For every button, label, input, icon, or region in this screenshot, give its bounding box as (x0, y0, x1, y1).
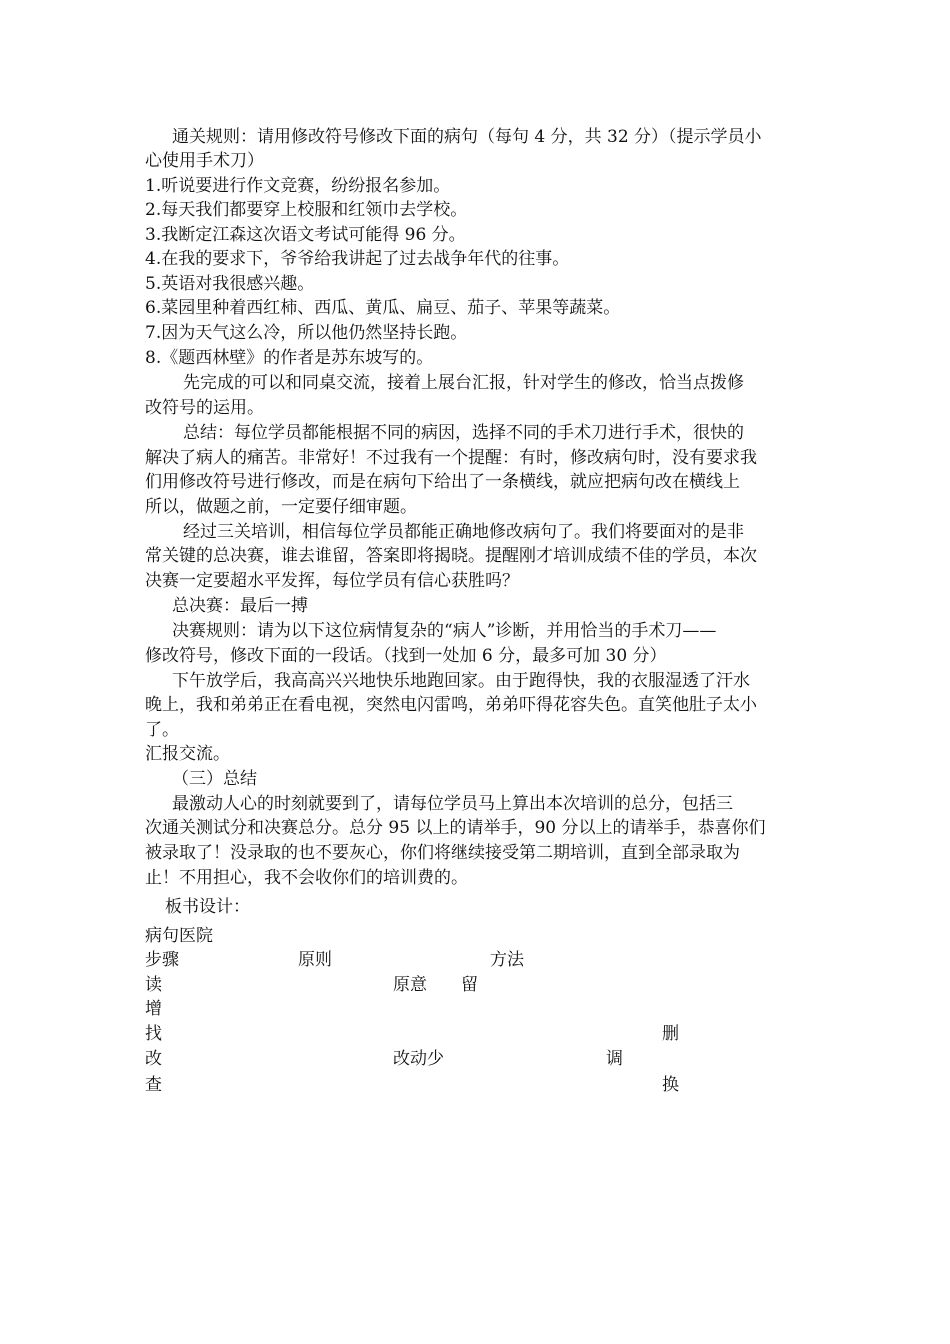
text-line: 决赛规则：请为以下这位病情复杂的“病人”诊断，并用恰当的手术刀—— (172, 621, 717, 641)
text-line: 次通关测试分和决赛总分。总分 95 以上的请举手，90 分以上的请举手，恭喜你们 (145, 818, 766, 838)
text-line: 板书设计： (165, 897, 250, 917)
principle-item: 原意 (393, 975, 427, 995)
method-item: 换 (662, 1075, 679, 1095)
text-line: 修改符号，修改下面的一段话。（找到一处加 6 分，最多可加 30 分） (145, 646, 667, 666)
method-item: 删 (662, 1024, 679, 1044)
text-line: 常关键的总决赛，谁去谁留，答案即将揭晓。提醒刚才培训成绩不佳的学员，本次 (145, 546, 757, 566)
text-line: 下午放学后，我高高兴兴地快乐地跑回家。由于跑得快，我的衣服湿透了汗水 (172, 671, 750, 691)
text-line: 止！不用担心，我不会收你们的培训费的。 (145, 868, 468, 888)
step-item: 查 (145, 1075, 162, 1095)
text-line: 2.每天我们都要穿上校服和红领巾去学校。 (145, 200, 468, 220)
text-line: 改符号的运用。 (145, 398, 264, 418)
text-line: 晚上，我和弟弟正在看电视，突然电闪雷鸣，弟弟吓得花容失色。直笑他肚子太小 (145, 695, 757, 715)
text-line: 决赛一定要超水平发挥，每位学员有信心获胜吗？ (145, 571, 519, 591)
text-line: 1.听说要进行作文竞赛，纷纷报名参加。 (145, 176, 451, 196)
text-line: 8.《题西林壁》的作者是苏东坡写的。 (145, 348, 434, 368)
text-line: 汇报交流。 (145, 744, 230, 764)
text-line: 被录取了！没录取的也不要灰心，你们将继续接受第二期培训，直到全部录取为 (145, 843, 740, 863)
principle-item: 改动少 (393, 1049, 444, 1069)
text-line: 总结：每位学员都能根据不同的病因，选择不同的手术刀进行手术，很快的 (183, 423, 744, 443)
text-line: 经过三关培训，相信每位学员都能正确地修改病句了。我们将要面对的是非 (183, 522, 744, 542)
board-title: 病句医院 (145, 926, 213, 946)
step-item: 找 (145, 1024, 162, 1044)
text-line: 5.英语对我很感兴趣。 (145, 274, 315, 294)
text-line: 3.我断定江森这次语文考试可能得 96 分。 (145, 225, 466, 245)
text-line: 先完成的可以和同桌交流，接着上展台汇报，针对学生的修改，恰当点拨修 (183, 373, 744, 393)
text-line: 总决赛：最后一搏 (172, 596, 308, 616)
steps-header: 步骤 (145, 950, 179, 970)
text-line: 6.菜园里种着西红柿、西瓜、黄瓜、扁豆、茄子、苹果等蔬菜。 (145, 298, 621, 318)
method-item: 调 (606, 1049, 623, 1069)
step-item: 读 (145, 975, 162, 995)
step-item: 增 (145, 999, 162, 1019)
text-line: 所以，做题之前，一定要仔细审题。 (145, 497, 417, 517)
principle-header: 原则 (298, 950, 332, 970)
text-line: 了。 (145, 720, 179, 740)
text-line: （三）总结 (172, 769, 257, 789)
step-item: 改 (145, 1049, 162, 1069)
method-item: 留 (461, 975, 478, 995)
text-line: 心使用手术刀） (145, 151, 264, 171)
text-line: 7.因为天气这么冷，所以他仍然坚持长跑。 (145, 323, 468, 343)
text-line: 解决了病人的痛苦。非常好！不过我有一个提醒：有时，修改病句时，没有要求我 (145, 448, 757, 468)
text-line: 最激动人心的时刻就要到了，请每位学员马上算出本次培训的总分，包括三 (172, 794, 733, 814)
text-line: 们用修改符号进行修改，而是在病句下给出了一条横线，就应把病句改在横线上 (145, 472, 740, 492)
method-header: 方法 (490, 950, 524, 970)
text-line: 4.在我的要求下，爷爷给我讲起了过去战争年代的往事。 (145, 249, 570, 269)
text-line: 通关规则：请用修改符号修改下面的病句（每句 4 分，共 32 分）（提示学员小 (172, 127, 762, 147)
